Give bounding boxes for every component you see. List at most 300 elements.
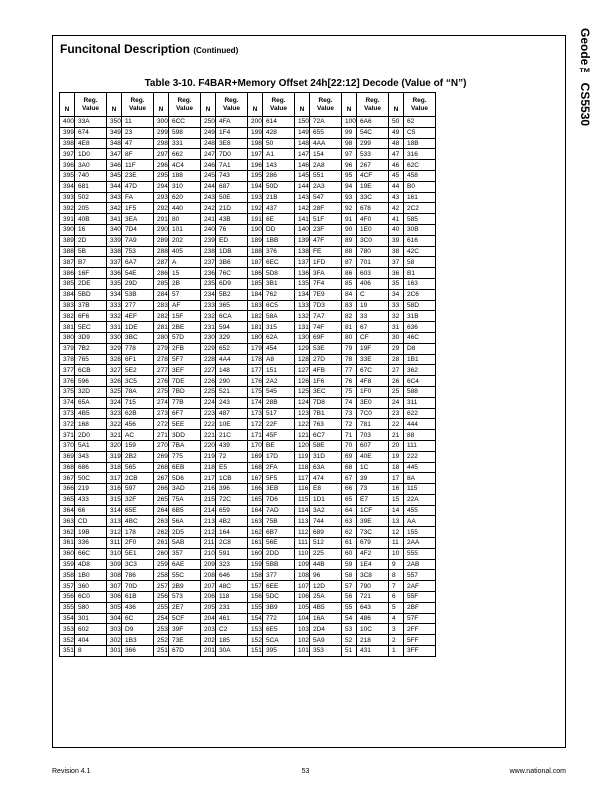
n-cell: 284 — [154, 289, 169, 300]
table-row — [60, 570, 436, 581]
reg-value-cell: 3FF — [404, 646, 436, 657]
reg-value-cell: 40E — [357, 451, 389, 462]
n-cell: 365 — [60, 494, 75, 505]
reg-value-cell: 67D — [169, 646, 201, 657]
n-cell: 73 — [342, 408, 357, 419]
reg-value-cell: 701 — [357, 257, 389, 268]
n-cell: 237 — [201, 257, 216, 268]
reg-value-cell: 323 — [216, 559, 248, 570]
n-cell: 3 — [389, 624, 404, 635]
table-row — [60, 592, 436, 603]
n-cell: 248 — [201, 138, 216, 149]
reg-value-cell: 50E — [216, 192, 248, 203]
n-cell: 363 — [60, 516, 75, 527]
n-cell: 342 — [107, 203, 122, 214]
n-cell: 32 — [389, 311, 404, 322]
n-cell: 69 — [342, 451, 357, 462]
n-cell: 109 — [295, 559, 310, 570]
n-cell: 10 — [389, 548, 404, 559]
n-cell: 36 — [389, 268, 404, 279]
reg-value-cell: 5CF — [169, 613, 201, 624]
n-cell: 313 — [107, 516, 122, 527]
n-cell: 184 — [248, 289, 263, 300]
n-cell: 162 — [248, 527, 263, 538]
reg-value-cell: 39E — [357, 516, 389, 527]
reg-value-cell: 72A — [310, 117, 342, 128]
n-cell: 142 — [295, 203, 310, 214]
n-cell: 52 — [342, 635, 357, 646]
n-cell: 246 — [201, 160, 216, 171]
reg-value-cell: 67 — [357, 322, 389, 333]
table-row — [60, 624, 436, 635]
n-cell: 227 — [201, 365, 216, 376]
header-reg-label: Reg. — [318, 96, 333, 104]
n-cell: 111 — [295, 538, 310, 549]
reg-value-cell: 55F — [404, 592, 436, 603]
footer-page-number: 53 — [301, 768, 310, 775]
reg-value-cell: 32F — [122, 494, 154, 505]
reg-value-cell: 744 — [310, 516, 342, 527]
n-cell: 222 — [201, 419, 216, 430]
n-cell: 164 — [248, 505, 263, 516]
reg-value-cell: 396 — [216, 484, 248, 495]
reg-value-cell: 7F4 — [310, 278, 342, 289]
n-cell: 309 — [107, 559, 122, 570]
n-cell: 375 — [60, 386, 75, 397]
n-cell: 285 — [154, 278, 169, 289]
reg-value-cell: 301 — [75, 613, 107, 624]
n-cell: 63 — [342, 516, 357, 527]
table-row — [60, 451, 436, 462]
n-cell: 400 — [60, 117, 75, 128]
n-cell: 289 — [154, 235, 169, 246]
reg-value-cell: 551 — [310, 170, 342, 181]
n-cell: 77 — [342, 365, 357, 376]
reg-value-cell: 290 — [216, 376, 248, 387]
reg-value-cell: C5 — [404, 127, 436, 138]
reg-value-cell: 15F — [169, 311, 201, 322]
n-cell: 256 — [154, 592, 169, 603]
reg-value-cell: 164 — [216, 527, 248, 538]
reg-value-cell: 620 — [169, 192, 201, 203]
reg-value-cell: 7BD — [169, 386, 201, 397]
n-cell: 322 — [107, 419, 122, 430]
n-cell: 258 — [154, 570, 169, 581]
reg-value-cell: 148 — [216, 365, 248, 376]
reg-value-cell: 2B9 — [169, 581, 201, 592]
reg-value-cell: 565 — [122, 462, 154, 473]
n-cell: 291 — [154, 214, 169, 225]
reg-value-cell: 3E0 — [357, 397, 389, 408]
reg-value-cell: 2E7 — [169, 602, 201, 613]
n-cell: 159 — [248, 559, 263, 570]
reg-value-cell: 8A — [404, 473, 436, 484]
reg-value-cell: 73E — [169, 635, 201, 646]
n-cell: 19 — [389, 451, 404, 462]
n-cell: 352 — [60, 635, 75, 646]
reg-value-cell: 762 — [263, 289, 295, 300]
n-cell: 58 — [342, 570, 357, 581]
n-cell: 251 — [154, 646, 169, 657]
n-cell: 125 — [295, 386, 310, 397]
n-cell: 145 — [295, 170, 310, 181]
n-cell: 25 — [389, 386, 404, 397]
n-cell: 255 — [154, 602, 169, 613]
n-cell: 108 — [295, 570, 310, 581]
n-cell: 9 — [389, 559, 404, 570]
reg-value-cell: 45F — [263, 430, 295, 441]
section-title — [60, 42, 238, 56]
n-cell: 215 — [201, 494, 216, 505]
n-cell: 156 — [248, 592, 263, 603]
reg-value-cell: 40B — [75, 214, 107, 225]
n-cell: 8 — [389, 570, 404, 581]
decode-table — [59, 92, 436, 657]
n-cell: 61 — [342, 538, 357, 549]
n-cell: 141 — [295, 214, 310, 225]
n-cell: 341 — [107, 214, 122, 225]
reg-value-cell: 23E — [122, 170, 154, 181]
reg-value-cell: 77B — [169, 397, 201, 408]
n-cell: 185 — [248, 278, 263, 289]
n-cell: 140 — [295, 224, 310, 235]
n-cell: 254 — [154, 613, 169, 624]
reg-value-cell: 66C — [75, 548, 107, 559]
n-cell: 325 — [107, 386, 122, 397]
n-cell: 122 — [295, 419, 310, 430]
reg-value-cell: 557 — [404, 570, 436, 581]
reg-value-cell: C2 — [216, 624, 248, 635]
n-cell: 250 — [201, 117, 216, 128]
n-cell: 307 — [107, 581, 122, 592]
reg-value-cell: 6F7 — [169, 408, 201, 419]
reg-value-cell: 78A — [122, 386, 154, 397]
table-row — [60, 559, 436, 570]
reg-value-cell: 33A — [75, 117, 107, 128]
reg-value-cell: 1F5 — [122, 203, 154, 214]
reg-value-cell: 456 — [122, 419, 154, 430]
n-cell: 343 — [107, 192, 122, 203]
n-cell: 64 — [342, 505, 357, 516]
n-cell: 368 — [60, 462, 75, 473]
n-cell: 201 — [201, 646, 216, 657]
n-cell: 230 — [201, 332, 216, 343]
n-cell: 130 — [295, 332, 310, 343]
reg-value-cell: 43B — [216, 214, 248, 225]
n-cell: 123 — [295, 408, 310, 419]
reg-value-cell: 72 — [216, 451, 248, 462]
reg-value-cell: 88 — [404, 430, 436, 441]
n-cell: 334 — [107, 289, 122, 300]
n-cell: 198 — [248, 138, 263, 149]
n-cell: 311 — [107, 538, 122, 549]
reg-value-cell: 47D — [122, 181, 154, 192]
n-cell: 85 — [342, 278, 357, 289]
n-cell: 287 — [154, 257, 169, 268]
n-cell: 386 — [60, 268, 75, 279]
n-cell: 31 — [389, 322, 404, 333]
n-cell: 268 — [154, 462, 169, 473]
header-value-label: Value — [129, 104, 146, 112]
table-row — [60, 440, 436, 451]
reg-value-cell: 5BB — [263, 559, 295, 570]
n-cell: 379 — [60, 343, 75, 354]
header-reg-label: Reg. — [224, 96, 239, 104]
reg-value-cell: 753 — [122, 246, 154, 257]
n-cell: 112 — [295, 527, 310, 538]
table-row — [60, 527, 436, 538]
reg-value-cell: 185 — [216, 635, 248, 646]
n-cell: 328 — [107, 354, 122, 365]
n-cell: 99 — [342, 127, 357, 138]
reg-value-cell: 7D6 — [263, 494, 295, 505]
n-cell: 2 — [389, 635, 404, 646]
n-cell: 34 — [389, 289, 404, 300]
n-cell: 281 — [154, 322, 169, 333]
n-cell: 236 — [201, 268, 216, 279]
n-cell: 132 — [295, 311, 310, 322]
n-cell: 332 — [107, 311, 122, 322]
reg-value-cell: 674 — [75, 127, 107, 138]
n-cell: 53 — [342, 624, 357, 635]
n-cell: 298 — [154, 138, 169, 149]
n-cell: 231 — [201, 322, 216, 333]
n-cell: 176 — [248, 376, 263, 387]
n-cell: 362 — [60, 527, 75, 538]
n-cell: 297 — [154, 149, 169, 160]
footer-revision: Revision 4.1 — [52, 768, 91, 775]
reg-value-cell: 47 — [122, 138, 154, 149]
reg-value-cell: 7B1 — [310, 408, 342, 419]
n-cell: 340 — [107, 224, 122, 235]
n-cell: 117 — [295, 473, 310, 484]
n-cell: 54 — [342, 613, 357, 624]
reg-value-cell: 18B — [404, 138, 436, 149]
reg-value-cell: 1E0 — [357, 224, 389, 235]
n-cell: 13 — [389, 516, 404, 527]
n-cell: 72 — [342, 419, 357, 430]
n-cell: 398 — [60, 138, 75, 149]
n-cell: 191 — [248, 214, 263, 225]
header-n: N — [389, 93, 404, 117]
n-cell: 43 — [389, 192, 404, 203]
header-reg-value — [169, 93, 201, 117]
reg-value-cell: 66 — [75, 505, 107, 516]
n-cell: 137 — [295, 257, 310, 268]
reg-value-cell: 57D — [169, 332, 201, 343]
table-row — [60, 224, 436, 235]
n-cell: 149 — [295, 127, 310, 138]
reg-value-cell: 765 — [75, 354, 107, 365]
reg-value-cell: 440 — [169, 203, 201, 214]
n-cell: 283 — [154, 300, 169, 311]
reg-value-cell: 5A9 — [310, 635, 342, 646]
reg-value-cell: 4FA — [216, 117, 248, 128]
reg-value-cell: 118 — [216, 592, 248, 603]
n-cell: 179 — [248, 343, 263, 354]
reg-value-cell: 65E — [122, 505, 154, 516]
reg-value-cell: 30B — [404, 224, 436, 235]
reg-value-cell: 7D4 — [122, 224, 154, 235]
n-cell: 76 — [342, 376, 357, 387]
n-cell: 276 — [154, 376, 169, 387]
n-cell: 131 — [295, 322, 310, 333]
n-cell: 41 — [389, 214, 404, 225]
reg-value-cell: 555 — [404, 548, 436, 559]
reg-value-cell: 50 — [263, 138, 295, 149]
n-cell: 259 — [154, 559, 169, 570]
reg-value-cell: 2D0 — [75, 430, 107, 441]
header-n: N — [248, 93, 263, 117]
reg-value-cell: 404 — [75, 635, 107, 646]
n-cell: 57 — [342, 581, 357, 592]
header-value-label: Value — [270, 104, 287, 112]
reg-value-cell: 5D6 — [169, 473, 201, 484]
reg-value-cell: 58E — [310, 440, 342, 451]
reg-value-cell: 1B0 — [75, 570, 107, 581]
reg-value-cell: 2CB — [122, 473, 154, 484]
reg-value-cell: 56A — [169, 516, 201, 527]
n-cell: 188 — [248, 246, 263, 257]
n-cell: 239 — [201, 235, 216, 246]
reg-value-cell: 47F — [310, 235, 342, 246]
reg-value-cell: 51F — [310, 214, 342, 225]
n-cell: 35 — [389, 278, 404, 289]
reg-value-cell: 1E4 — [357, 559, 389, 570]
reg-value-cell: 3EA — [122, 214, 154, 225]
n-cell: 243 — [201, 192, 216, 203]
reg-value-cell: 1DB — [216, 246, 248, 257]
reg-value-cell: 46C — [404, 332, 436, 343]
n-cell: 388 — [60, 246, 75, 257]
n-cell: 233 — [201, 300, 216, 311]
n-cell: 295 — [154, 170, 169, 181]
n-cell: 83 — [342, 300, 357, 311]
reg-value-cell: 74F — [310, 322, 342, 333]
reg-value-cell: 778 — [122, 343, 154, 354]
n-cell: 308 — [107, 570, 122, 581]
n-cell: 370 — [60, 440, 75, 451]
n-cell: 271 — [154, 430, 169, 441]
reg-value-cell: 4F8 — [357, 376, 389, 387]
reg-value-cell: 2FA — [263, 462, 295, 473]
reg-value-cell: 7DE — [169, 376, 201, 387]
reg-value-cell: 636 — [404, 322, 436, 333]
reg-value-cell: D9 — [122, 624, 154, 635]
reg-value-cell: 16A — [310, 613, 342, 624]
reg-value-cell: 2BE — [169, 322, 201, 333]
reg-value-cell: 2DE — [75, 278, 107, 289]
n-cell: 312 — [107, 527, 122, 538]
n-cell: 163 — [248, 516, 263, 527]
table-row — [60, 516, 436, 527]
reg-value-cell: 594 — [216, 322, 248, 333]
reg-value-cell: 2D4 — [310, 624, 342, 635]
n-cell: 161 — [248, 538, 263, 549]
n-cell: 118 — [295, 462, 310, 473]
reg-value-cell: 37B — [75, 300, 107, 311]
reg-value-cell: 39F — [169, 624, 201, 635]
table-row — [60, 581, 436, 592]
n-cell: 329 — [107, 343, 122, 354]
reg-value-cell: 763 — [310, 419, 342, 430]
reg-value-cell: 5D8 — [263, 268, 295, 279]
reg-value-cell: 6C7 — [310, 430, 342, 441]
n-cell: 260 — [154, 548, 169, 559]
reg-value-cell: 159 — [122, 440, 154, 451]
reg-value-cell: 2C8 — [216, 538, 248, 549]
reg-value-cell: 3A0 — [75, 160, 107, 171]
n-cell: 39 — [389, 235, 404, 246]
n-cell: 394 — [60, 181, 75, 192]
reg-value-cell: 5CA — [263, 635, 295, 646]
table-row — [60, 343, 436, 354]
n-cell: 226 — [201, 376, 216, 387]
reg-value-cell: 2B2 — [122, 451, 154, 462]
header-reg-value — [263, 93, 295, 117]
n-cell: 160 — [248, 548, 263, 559]
reg-value-cell: 517 — [263, 408, 295, 419]
n-cell: 373 — [60, 408, 75, 419]
reg-value-cell: 5F5 — [263, 473, 295, 484]
reg-value-cell: AA — [404, 516, 436, 527]
reg-value-cell: 597 — [122, 484, 154, 495]
header-reg-label: Reg. — [83, 96, 98, 104]
n-cell: 263 — [154, 516, 169, 527]
table-row — [60, 170, 436, 181]
n-cell: 78 — [342, 354, 357, 365]
n-cell: 101 — [295, 646, 310, 657]
reg-value-cell: 62B — [122, 408, 154, 419]
n-cell: 62 — [342, 527, 357, 538]
n-cell: 247 — [201, 149, 216, 160]
reg-value-cell: 7C0 — [357, 408, 389, 419]
n-cell: 267 — [154, 473, 169, 484]
n-cell: 349 — [107, 127, 122, 138]
n-cell: 193 — [248, 192, 263, 203]
n-cell: 27 — [389, 365, 404, 376]
reg-value-cell: 646 — [216, 570, 248, 581]
n-cell: 330 — [107, 332, 122, 343]
reg-value-cell: 445 — [404, 462, 436, 473]
n-cell: 350 — [107, 117, 122, 128]
table-row — [60, 473, 436, 484]
n-cell: 293 — [154, 192, 169, 203]
table-row — [60, 505, 436, 516]
n-cell: 378 — [60, 354, 75, 365]
n-cell: 158 — [248, 570, 263, 581]
reg-value-cell: 4CF — [357, 170, 389, 181]
reg-value-cell: 3B6 — [216, 257, 248, 268]
n-cell: 46 — [389, 160, 404, 171]
reg-value-cell: 6CB — [75, 365, 107, 376]
n-cell: 245 — [201, 170, 216, 181]
table-row — [60, 613, 436, 624]
n-cell: 22 — [389, 419, 404, 430]
reg-value-cell: 17D — [263, 451, 295, 462]
reg-value-cell: 55C — [169, 570, 201, 581]
reg-value-cell: 7A9 — [122, 235, 154, 246]
n-cell: 310 — [107, 548, 122, 559]
reg-value-cell: 73 — [357, 484, 389, 495]
reg-value-cell: 585 — [404, 214, 436, 225]
reg-value-cell: 2DD — [263, 548, 295, 559]
n-cell: 317 — [107, 473, 122, 484]
table-row — [60, 332, 436, 343]
reg-value-cell: 72C — [216, 494, 248, 505]
n-cell: 183 — [248, 300, 263, 311]
reg-value-cell: 58A — [263, 311, 295, 322]
